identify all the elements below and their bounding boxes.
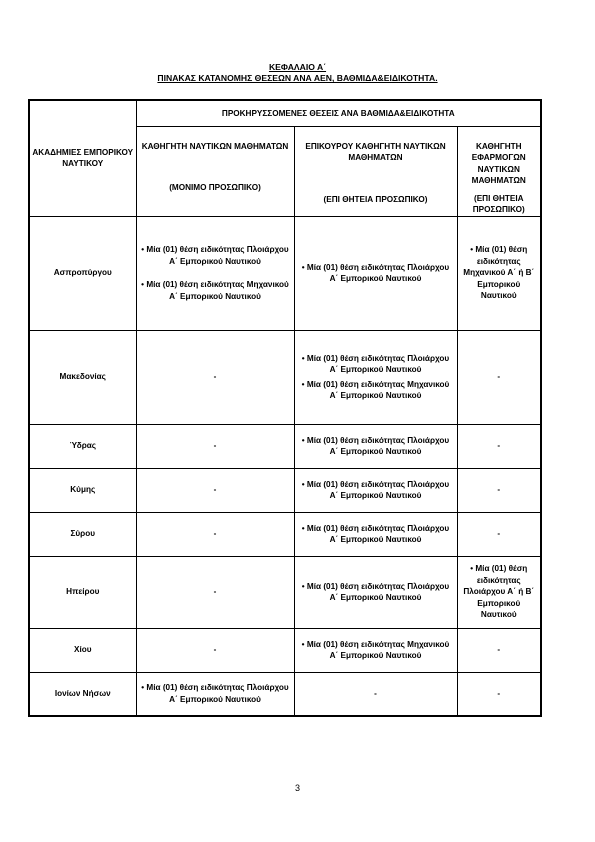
position-entry: • Μία (01) θέση ειδικότητας Πλοιάρχου Α΄ Εμπορικού Ναυτικού (301, 581, 450, 602)
positions-cell-col3 (457, 512, 541, 556)
position-entry: • Μία (01) θέση ειδικότητας Μηχανικού Α΄ Εμπορικού Ναυτικού (301, 639, 450, 660)
positions-cell-col2 (294, 468, 457, 512)
position-entry: • Μία (01) θέση ειδικότητας Μηχανικού Α΄ ή Β΄ Εμπορικού Ναυτικού (463, 245, 535, 301)
positions-cell-col2 (294, 216, 457, 330)
column-subtitle: (ΕΠΙ ΘΗΤΕΙΑ ΠΡΟΣΩΠΙΚΟ) (472, 193, 525, 214)
position-entry: • Μία (01) θέση ειδικότητας Πλοιάρχου Α΄ Εμπορικού Ναυτικού (141, 245, 289, 266)
positions-cell-col1 (136, 330, 294, 424)
table-row (29, 672, 541, 716)
positions-cell-col1 (136, 424, 294, 468)
academy-name: Σύρου (29, 512, 136, 556)
positions-cell-col3 (457, 628, 541, 672)
academies-header: ΑΚΑΔΗΜΙΕΣ ΕΜΠΟΡΙΚΟΥ ΝΑΥΤΙΚΟΥ (29, 100, 136, 216)
empty-dash: - (497, 645, 501, 655)
table-row (29, 330, 541, 424)
academy-name: Ηπείρου (29, 556, 136, 628)
positions-cell-col2 (294, 672, 457, 716)
academy-name: Ασπροπύργου (29, 216, 136, 330)
table-row (29, 424, 541, 468)
empty-dash: - (213, 441, 217, 451)
positions-cell-col1 (136, 628, 294, 672)
table-row (29, 628, 541, 672)
empty-dash: - (497, 689, 501, 698)
positions-table (28, 99, 542, 717)
position-entry: • Μία (01) θέση ειδικότητας Πλοιάρχου Α΄ Εμπορικού Ναυτικού (141, 683, 289, 704)
academy-name: Κύμης (29, 468, 136, 512)
position-entry: • Μία (01) θέση ειδικότητας Μηχανικού Α΄ Εμπορικού Ναυτικού (141, 280, 289, 301)
column-title: ΕΠΙΚΟΥΡΟΥ ΚΑΘΗΓΗΤΗ ΝΑΥΤΙΚΩΝ ΜΑΘΗΜΑΤΩΝ (305, 141, 446, 162)
positions-cell-col3 (457, 468, 541, 512)
empty-dash: - (497, 441, 501, 451)
academy-name: Ιονίων Νήσων (29, 672, 136, 716)
position-entry: • Μία (01) θέση ειδικότητας Μηχανικού Α΄ Εμπορικού Ναυτικού (301, 379, 450, 400)
position-entry: • Μία (01) θέση ειδικότητας Πλοιάρχου Α΄ Εμπορικού Ναυτικού (301, 479, 450, 500)
positions-cell-col1 (136, 512, 294, 556)
header-row-group (29, 100, 541, 126)
column-header-applications-professor (457, 126, 541, 216)
positions-cell-col1 (136, 672, 294, 716)
group-header: ΠΡΟΚΗΡΥΣΣΟΜΕΝΕΣ ΘΕΣΕΙΣ ΑΝΑ ΒΑΘΜΙΔΑ&ΕΙΔΙΚΟΤΗΤΑ (136, 100, 541, 126)
positions-cell-col1 (136, 468, 294, 512)
empty-dash: - (213, 372, 217, 382)
empty-dash: - (213, 645, 217, 655)
positions-cell-col1 (136, 556, 294, 628)
positions-cell-col3 (457, 672, 541, 716)
positions-cell-col2 (294, 424, 457, 468)
table-row (29, 468, 541, 512)
column-subtitle: (ΕΠΙ ΘΗΤΕΙΑ ΠΡΟΣΩΠΙΚΟ) (323, 194, 428, 204)
positions-cell-col3 (457, 216, 541, 330)
position-entry: • Μία (01) θέση ειδικότητας Πλοιάρχου Α΄ Εμπορικού Ναυτικού (301, 435, 450, 456)
academy-name: Χίου (29, 628, 136, 672)
position-entry: • Μία (01) θέση ειδικότητας Πλοιάρχου Α΄ Εμπορικού Ναυτικού (301, 353, 450, 374)
positions-cell-col1 (136, 216, 294, 330)
page-number: 3 (294, 783, 300, 793)
empty-dash: - (213, 485, 217, 495)
position-entry: • Μία (01) θέση ειδικότητας Πλοιάρχου Α΄ Εμπορικού Ναυτικού (301, 262, 450, 283)
empty-dash: - (374, 689, 377, 698)
positions-cell-col2 (294, 628, 457, 672)
table-row (29, 216, 541, 330)
empty-dash: - (213, 529, 217, 539)
column-header-assistant-professor (294, 126, 457, 216)
column-title: ΚΑΘΗΓΗΤΗ ΕΦΑΡΜΟΓΩΝ ΝΑΥΤΙΚΩΝ ΜΑΘΗΜΑΤΩΝ (471, 141, 526, 185)
table-row (29, 512, 541, 556)
positions-cell-col2 (294, 330, 457, 424)
academy-name: Μακεδονίας (29, 330, 136, 424)
empty-dash: - (497, 529, 501, 539)
positions-cell-col3 (457, 330, 541, 424)
column-subtitle: (ΜΟΝΙΜΟ ΠΡΟΣΩΠΙΚΟ) (169, 183, 261, 192)
chapter-title: ΚΕΦΑΛΑΙΟ Α΄ (268, 62, 327, 72)
positions-cell-col2 (294, 512, 457, 556)
academy-name: Ύδρας (29, 424, 136, 468)
empty-dash: - (497, 485, 501, 495)
table-row (29, 556, 541, 628)
positions-cell-col2 (294, 556, 457, 628)
empty-dash: - (497, 372, 501, 382)
table-title: ΠΙΝΑΚΑΣ ΚΑΤΑΝΟΜΗΣ ΘΕΣΕΩΝ ΑΝΑ ΑΕΝ, ΒΑΘΜΙΔΑ&ΕΙΔΙΚΟΤΗΤΑ. (157, 73, 438, 83)
positions-cell-col3 (457, 424, 541, 468)
position-entry: • Μία (01) θέση ειδικότητας Πλοιάρχου Α΄ ή Β΄ Εμπορικού Ναυτικού (463, 564, 535, 620)
empty-dash: - (213, 587, 217, 597)
position-entry: • Μία (01) θέση ειδικότητας Πλοιάρχου Α΄ Εμπορικού Ναυτικού (301, 523, 450, 544)
positions-cell-col3 (457, 556, 541, 628)
column-title: ΚΑΘΗΓΗΤΗ ΝΑΥΤΙΚΩΝ ΜΑΘΗΜΑΤΩΝ (141, 141, 289, 151)
column-header-professor (136, 126, 294, 216)
